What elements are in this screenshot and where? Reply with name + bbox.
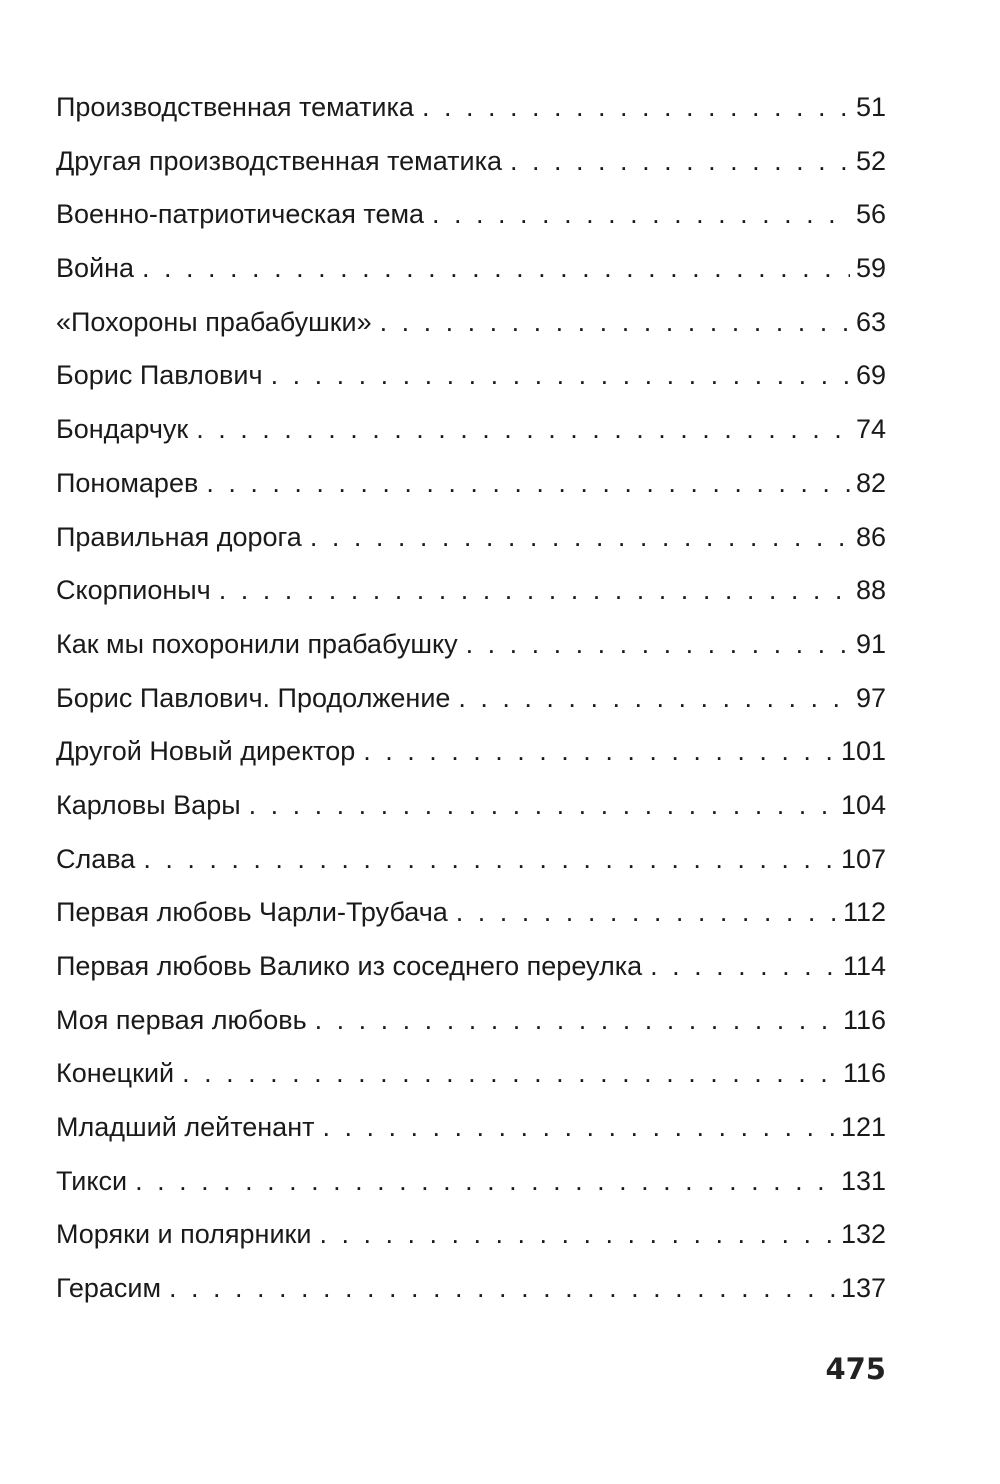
toc-entry — [56, 511, 886, 565]
toc-entry — [56, 833, 886, 887]
toc-entry-title: Скорпионыч — [56, 575, 211, 606]
toc-entry-title: Борис Павлович — [56, 360, 263, 391]
toc-entry — [56, 403, 886, 457]
dot-leader — [219, 564, 850, 618]
toc-entry-page: 86 — [855, 521, 886, 552]
toc-entry — [56, 242, 886, 296]
dot-leader — [310, 511, 850, 565]
toc-entry — [56, 1208, 886, 1262]
toc-entry-title: Моряки и полярники — [56, 1219, 312, 1250]
toc-entry-page: 101 — [840, 736, 886, 767]
toc-entry-page: 132 — [840, 1219, 886, 1250]
toc-entry-page: 112 — [842, 897, 886, 928]
dot-leader — [135, 1155, 835, 1209]
toc-entry — [56, 81, 886, 135]
toc-entry — [56, 1101, 886, 1155]
toc-entry-title: Борис Павлович. Продолжение — [56, 682, 451, 713]
dot-leader — [319, 1208, 834, 1262]
toc-entry — [56, 349, 886, 403]
toc-entry — [56, 1155, 886, 1209]
toc-entry-page: 59 — [855, 253, 886, 284]
toc-entry-title: Военно-патриотическая тема — [56, 199, 425, 230]
dot-leader — [143, 833, 835, 887]
toc-entry-title: Конецкий — [56, 1058, 175, 1089]
toc-entry — [56, 457, 886, 511]
toc-entry-title: Производственная тематика — [56, 92, 414, 122]
toc-entry-title: Карловы Вары — [56, 789, 241, 820]
toc-entry — [56, 672, 886, 726]
dot-leader — [422, 81, 850, 135]
dot-leader — [466, 618, 850, 672]
dot-leader — [249, 779, 835, 833]
toc-entry-page: 116 — [842, 1058, 886, 1089]
dot-leader — [196, 403, 850, 457]
dot-leader — [315, 994, 837, 1048]
dot-leader — [169, 1262, 835, 1316]
toc-entry — [56, 1262, 886, 1316]
page-number: 475 — [825, 1352, 886, 1386]
toc-entry-page: 114 — [842, 951, 886, 981]
dot-leader — [182, 1047, 837, 1101]
toc-entry-title: Правильная дорога — [56, 521, 302, 552]
toc-entry-title: «Похороны прабабушки» — [56, 306, 372, 337]
toc-entry — [56, 779, 886, 833]
dot-leader — [322, 1101, 834, 1155]
dot-leader — [142, 242, 850, 296]
dot-leader — [363, 725, 835, 779]
dot-leader — [510, 135, 850, 189]
dot-leader — [456, 886, 837, 940]
toc-entry — [56, 940, 886, 994]
toc-entry — [56, 135, 886, 189]
toc-entry-title: Война — [56, 253, 135, 284]
toc-entry-page: 131 — [840, 1165, 886, 1196]
toc-entry — [56, 564, 886, 618]
toc-entry-title: Герасим — [56, 1273, 162, 1304]
toc-entry-title: Первая любовь Чарли-Трубача — [56, 897, 448, 928]
toc-entry-title: Тикси — [56, 1165, 128, 1196]
toc-entry-title: Как мы похоронили прабабушку — [56, 628, 458, 659]
toc-entry-page: 91 — [855, 628, 886, 659]
toc-entry-page: 63 — [855, 306, 886, 337]
toc-entry — [56, 618, 886, 672]
table-of-contents — [56, 81, 886, 1316]
toc-entry — [56, 1047, 886, 1101]
toc-entry-page: 137 — [840, 1273, 886, 1304]
toc-entry-page: 52 — [855, 145, 886, 176]
toc-entry-title: Моя первая любовь — [56, 1004, 307, 1035]
toc-entry-page: 51 — [855, 92, 886, 122]
toc-entry — [56, 725, 886, 779]
toc-entry-page: 74 — [855, 414, 886, 445]
toc-entry-page: 56 — [855, 199, 886, 230]
toc-entry-page: 121 — [840, 1112, 886, 1143]
toc-entry — [56, 994, 886, 1048]
toc-entry — [56, 188, 886, 242]
toc-entry-title: Первая любовь Валико из соседнего переулка — [56, 951, 643, 981]
toc-entry-page: 88 — [855, 575, 886, 606]
toc-entry-page: 104 — [840, 789, 886, 820]
toc-entry-title: Другая производственная тематика — [56, 145, 503, 176]
toc-entry-page: 82 — [855, 467, 886, 498]
toc-entry-title: Бондарчук — [56, 414, 189, 445]
dot-leader — [206, 457, 850, 511]
toc-entry-title: Слава — [56, 843, 136, 874]
dot-leader — [271, 349, 850, 403]
toc-entry — [56, 886, 886, 940]
dot-leader — [458, 672, 850, 726]
dot-leader — [650, 940, 837, 994]
toc-entry-title: Другой Новый директор — [56, 736, 356, 767]
dot-leader — [380, 296, 850, 350]
toc-entry-page: 69 — [855, 360, 886, 391]
toc-entry-page: 107 — [840, 843, 886, 874]
toc-entry-title: Пономарев — [56, 467, 199, 498]
toc-entry — [56, 296, 886, 350]
toc-entry-page: 97 — [855, 682, 886, 713]
toc-entry-page: 116 — [842, 1004, 886, 1035]
dot-leader — [432, 188, 850, 242]
toc-entry-title: Младший лейтенант — [56, 1112, 315, 1143]
